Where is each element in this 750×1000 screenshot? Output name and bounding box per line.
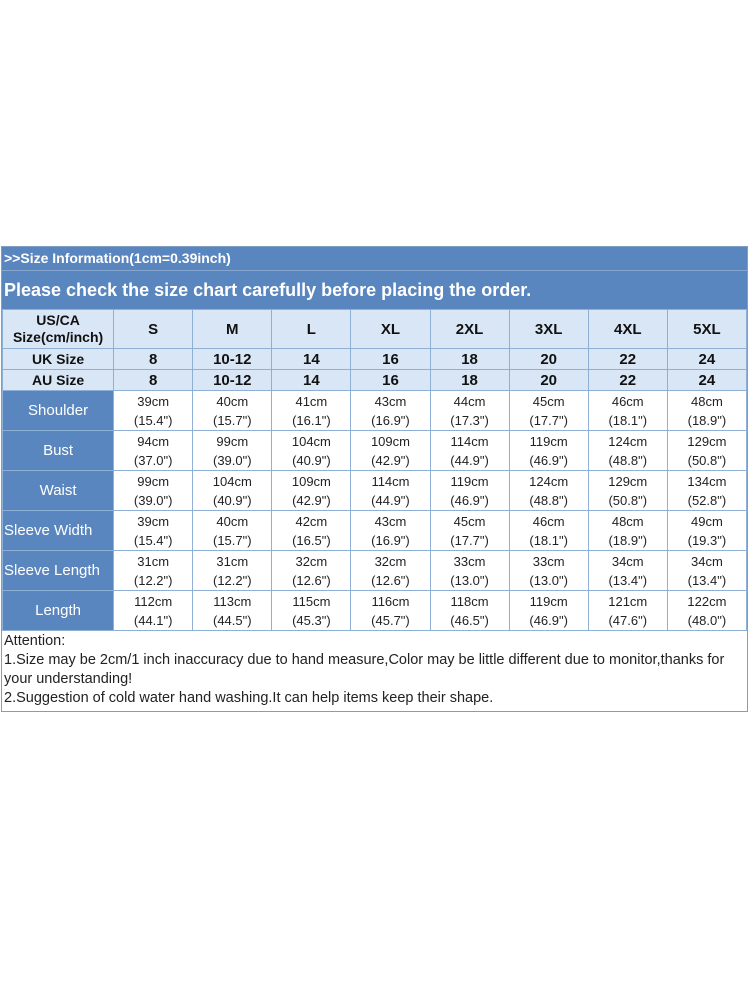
- measure-cell: [509, 551, 588, 591]
- measure-cell: [193, 591, 272, 631]
- measure-cell: [351, 431, 430, 471]
- measure-inch: (17.7"): [529, 412, 568, 428]
- measure-cm: 44cm: [453, 393, 486, 409]
- measure-cm: 43cm: [374, 393, 407, 409]
- measure-cm: 34cm: [691, 553, 723, 569]
- measure-inch: (16.9"): [371, 532, 410, 548]
- measure-cm: 119cm: [529, 433, 568, 449]
- size-cell: M: [193, 310, 272, 349]
- size-notice-heading: Please check the size chart carefully before placing the order.: [2, 271, 747, 309]
- measure-cell: [430, 391, 509, 431]
- size-cell: 24: [667, 370, 746, 391]
- measure-cell: [272, 591, 351, 631]
- attention-notes: [2, 631, 747, 711]
- size-info-heading: >>Size Information(1cm=0.39inch): [2, 247, 747, 271]
- measure-cell: [272, 471, 351, 511]
- measure-row: [3, 471, 747, 511]
- measure-cm: 124cm: [529, 473, 569, 489]
- measure-cm: 34cm: [611, 553, 644, 569]
- measure-cell: [588, 591, 667, 631]
- measure-inch: (45.7"): [371, 612, 410, 628]
- measure-inch: (15.4"): [133, 532, 173, 548]
- measure-cell: [509, 431, 588, 471]
- size-cell: 8: [114, 349, 193, 370]
- measure-cell: [193, 471, 272, 511]
- measure-inch: (50.8"): [608, 492, 648, 508]
- measure-inch: (15.7"): [212, 532, 252, 548]
- measure-cm: 99cm: [137, 473, 170, 489]
- attention-note-1: 1.Size may be 2cm/1 inch inaccuracy due to hand measure,Color may be little different due to monitor,thanks for your understanding!: [4, 652, 725, 687]
- measure-label: Sleeve Length: [3, 551, 114, 591]
- measure-cell: [430, 591, 509, 631]
- measure-inch: (18.1"): [608, 412, 648, 428]
- measure-cell: [351, 471, 430, 511]
- measure-inch: (12.2"): [212, 572, 252, 588]
- size-cell: 22: [588, 370, 667, 391]
- size-cell: 3XL: [509, 310, 588, 349]
- measure-cm: 129cm: [687, 433, 727, 449]
- measure-cell: [509, 511, 588, 551]
- measure-inch: (40.9"): [292, 452, 331, 468]
- measure-inch: (13.4"): [687, 572, 727, 588]
- measure-cm: 40cm: [216, 393, 249, 409]
- measure-label: Sleeve Width: [3, 511, 114, 551]
- measure-cell: [193, 431, 272, 471]
- size-cell: 20: [509, 349, 588, 370]
- measure-row: [3, 391, 747, 431]
- measure-cm: 32cm: [374, 553, 407, 569]
- measure-cm: 118cm: [450, 593, 489, 609]
- measure-inch: (17.7"): [450, 532, 489, 548]
- measure-inch: (45.3"): [292, 612, 331, 628]
- measure-cell: [667, 391, 746, 431]
- measure-inch: (46.9"): [450, 492, 489, 508]
- measure-inch: (44.9"): [371, 492, 410, 508]
- measure-cm: 46cm: [611, 393, 644, 409]
- measure-cm: 134cm: [687, 473, 727, 489]
- measure-cm: 94cm: [137, 433, 170, 449]
- measure-cell: [193, 551, 272, 591]
- measure-cm: 48cm: [611, 513, 644, 529]
- measure-inch: (44.1"): [133, 612, 173, 628]
- measure-cm: 31cm: [216, 553, 249, 569]
- size-cell: 18: [430, 370, 509, 391]
- size-cell: 16: [351, 349, 430, 370]
- size-cell: 14: [272, 370, 351, 391]
- measure-cm: 119cm: [529, 593, 568, 609]
- measure-cell: [588, 431, 667, 471]
- size-cell: 5XL: [667, 310, 746, 349]
- measure-label: Length: [3, 591, 114, 631]
- size-cell: 24: [667, 349, 746, 370]
- measure-inch: (16.1"): [292, 412, 331, 428]
- measure-cell: [114, 471, 193, 511]
- size-cell: 14: [272, 349, 351, 370]
- size-row: [3, 370, 747, 391]
- measure-inch: (44.9"): [450, 452, 489, 468]
- measure-cm: 116cm: [371, 593, 410, 609]
- measure-cell: [272, 391, 351, 431]
- measure-cm: 109cm: [291, 473, 331, 489]
- measure-cm: 109cm: [370, 433, 410, 449]
- measure-cell: [667, 591, 746, 631]
- size-cell: 20: [509, 370, 588, 391]
- measure-inch: (18.9"): [608, 532, 648, 548]
- measure-cm: 49cm: [691, 513, 723, 529]
- measure-cm: 43cm: [374, 513, 407, 529]
- measure-row: [3, 551, 747, 591]
- size-cell: 10-12: [193, 349, 272, 370]
- measure-inch: (42.9"): [292, 492, 331, 508]
- measure-cm: 46cm: [532, 513, 565, 529]
- measure-cell: [272, 431, 351, 471]
- measure-cell: [430, 471, 509, 511]
- size-table: [2, 309, 747, 631]
- measure-inch: (46.9"): [529, 452, 568, 468]
- measure-cm: 119cm: [450, 473, 489, 489]
- measure-inch: (50.8"): [687, 452, 727, 468]
- measure-label: Bust: [3, 431, 114, 471]
- measure-cell: [351, 551, 430, 591]
- size-cell: 10-12: [193, 370, 272, 391]
- size-row-label: UK Size: [3, 349, 114, 370]
- size-row-label: AU Size: [3, 370, 114, 391]
- measure-cm: 40cm: [216, 513, 249, 529]
- measure-cm: 41cm: [295, 393, 328, 409]
- measure-row: [3, 591, 747, 631]
- measure-inch: (52.8"): [687, 492, 727, 508]
- size-cell: 2XL: [430, 310, 509, 349]
- measure-inch: (42.9"): [371, 452, 410, 468]
- measure-cell: [114, 431, 193, 471]
- measure-cell: [667, 471, 746, 511]
- measure-row: [3, 431, 747, 471]
- measure-cm: 39cm: [137, 513, 170, 529]
- size-row-label: US/CA Size(cm/inch): [3, 310, 114, 349]
- measure-cm: 42cm: [295, 513, 328, 529]
- size-cell: 8: [114, 370, 193, 391]
- measure-inch: (19.3"): [687, 532, 727, 548]
- measure-cell: [588, 391, 667, 431]
- measure-inch: (12.6"): [371, 572, 410, 588]
- measure-inch: (12.2"): [133, 572, 173, 588]
- measure-inch: (15.7"): [212, 412, 252, 428]
- size-cell: 18: [430, 349, 509, 370]
- measure-cm: 121cm: [608, 593, 648, 609]
- measure-inch: (48.8"): [529, 492, 568, 508]
- size-row: [3, 310, 747, 349]
- measure-cm: 113cm: [213, 593, 252, 609]
- measure-inch: (16.9"): [371, 412, 410, 428]
- measure-cm: 45cm: [532, 393, 565, 409]
- measure-cell: [588, 551, 667, 591]
- measure-inch: (37.0"): [133, 452, 173, 468]
- measure-inch: (48.0"): [687, 612, 727, 628]
- measure-inch: (44.5"): [212, 612, 252, 628]
- measure-cell: [509, 591, 588, 631]
- measure-inch: (13.4"): [608, 572, 648, 588]
- measure-cell: [272, 511, 351, 551]
- measure-cm: 114cm: [371, 473, 410, 489]
- measure-cell: [509, 391, 588, 431]
- measure-inch: (16.5"): [292, 532, 331, 548]
- measure-cell: [114, 591, 193, 631]
- measure-row: [3, 511, 747, 551]
- measure-inch: (12.6"): [292, 572, 331, 588]
- measure-inch: (46.9"): [529, 612, 568, 628]
- measure-cm: 104cm: [291, 433, 331, 449]
- size-cell: 22: [588, 349, 667, 370]
- measure-inch: (18.1"): [529, 532, 568, 548]
- size-cell: 16: [351, 370, 430, 391]
- measure-cm: 33cm: [532, 553, 565, 569]
- measure-cm: 33cm: [453, 553, 486, 569]
- size-row: [3, 349, 747, 370]
- size-cell: 4XL: [588, 310, 667, 349]
- measure-cell: [430, 431, 509, 471]
- measure-inch: (39.0"): [212, 452, 252, 468]
- attention-note-2: 2.Suggestion of cold water hand washing.It can help items keep their shape.: [4, 690, 494, 706]
- measure-cm: 104cm: [212, 473, 252, 489]
- measure-label: Waist: [3, 471, 114, 511]
- measure-cell: [588, 511, 667, 551]
- measure-cell: [272, 551, 351, 591]
- measure-cm: 48cm: [691, 393, 723, 409]
- measure-cell: [588, 471, 667, 511]
- measure-inch: (40.9"): [212, 492, 252, 508]
- measure-cm: 45cm: [453, 513, 486, 529]
- size-cell: XL: [351, 310, 430, 349]
- measure-label: Shoulder: [3, 391, 114, 431]
- measure-cell: [193, 391, 272, 431]
- size-cell: L: [272, 310, 351, 349]
- measure-inch: (17.3"): [450, 412, 489, 428]
- measure-inch: (47.6"): [608, 612, 648, 628]
- measure-cm: 114cm: [450, 433, 489, 449]
- measure-cell: [114, 391, 193, 431]
- measure-cm: 32cm: [295, 553, 328, 569]
- size-chart: [1, 246, 748, 712]
- measure-inch: (13.0"): [529, 572, 568, 588]
- size-cell: S: [114, 310, 193, 349]
- measure-inch: (39.0"): [133, 492, 173, 508]
- measure-cm: 99cm: [216, 433, 249, 449]
- measure-inch: (13.0"): [450, 572, 489, 588]
- measure-cell: [351, 391, 430, 431]
- measure-cell: [430, 511, 509, 551]
- measure-inch: (18.9"): [687, 412, 727, 428]
- measure-cm: 129cm: [608, 473, 648, 489]
- measure-cell: [193, 511, 272, 551]
- measure-cell: [114, 511, 193, 551]
- measure-cm: 31cm: [137, 553, 170, 569]
- measure-cell: [430, 551, 509, 591]
- measure-inch: (48.8"): [608, 452, 648, 468]
- measure-cm: 122cm: [687, 593, 727, 609]
- measure-cell: [351, 591, 430, 631]
- measure-inch: (15.4"): [133, 412, 173, 428]
- measure-cell: [114, 551, 193, 591]
- measure-cm: 124cm: [608, 433, 648, 449]
- measure-cell: [667, 511, 746, 551]
- measure-cm: 39cm: [137, 393, 170, 409]
- measure-cell: [667, 551, 746, 591]
- measure-cell: [509, 471, 588, 511]
- measure-cell: [667, 431, 746, 471]
- measure-cell: [351, 511, 430, 551]
- attention-title: Attention:: [4, 633, 66, 649]
- measure-inch: (46.5"): [450, 612, 489, 628]
- measure-cm: 115cm: [292, 593, 331, 609]
- measure-cm: 112cm: [134, 593, 173, 609]
